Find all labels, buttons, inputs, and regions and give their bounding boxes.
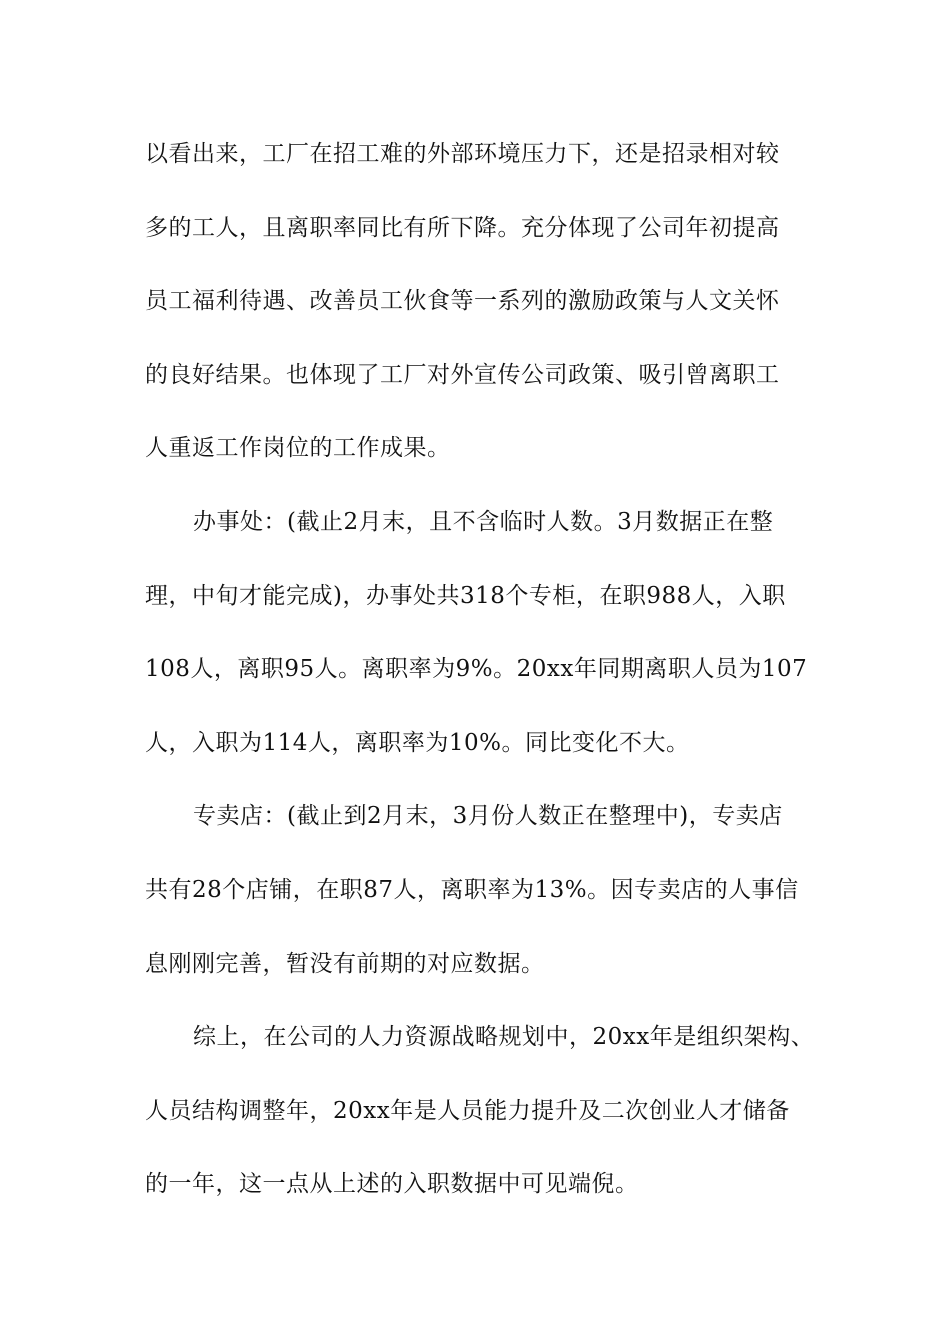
text-line: 的一年，这一点从上述的入职数据中可见端倪。 [145,1171,639,1198]
text-line: 息刚刚完善，暂没有前期的对应数据。 [145,950,545,977]
text-line: 人重返工作岗位的工作成果。 [145,435,451,462]
document-body [145,130,825,1234]
text-line: 的良好结果。也体现了工厂对外宣传公司政策、吸引曾离职工 [145,361,780,388]
paragraph-first-line: 办事处：(截止2月末，且不含临时人数。3月数据正在整 [193,508,774,535]
text-line: 以看出来，工厂在招工难的外部环境压力下，还是招录相对较 [145,141,780,167]
text-line: 人，入职为114人，离职率为10%。同比变化不大。 [145,729,690,756]
text-line: 108人，离职95人。离职率为9%。20xx年同期离职人员为107 [145,656,808,683]
text-line: 多的工人，且离职率同比有所下降。充分体现了公司年初提高 [145,214,780,241]
text-line: 共有28个店铺，在职87人，离职率为13%。因专卖店的人事信 [145,876,799,903]
paragraph-first-line: 专卖店：(截止到2月末，3月份人数正在整理中)，专卖店 [193,803,783,830]
text-line: 理，中旬才能完成)，办事处共318个专柜，在职988人，入职 [145,582,786,609]
text-line: 员工福利待遇、改善员工伙食等一系列的激励政策与人文关怀 [145,288,780,315]
text-line: 人员结构调整年，20xx年是人员能力提升及二次创业人才储备 [145,1097,790,1124]
paragraph-first-line: 综上，在公司的人力资源战略规划中，20xx年是组织架构、 [193,1024,815,1051]
